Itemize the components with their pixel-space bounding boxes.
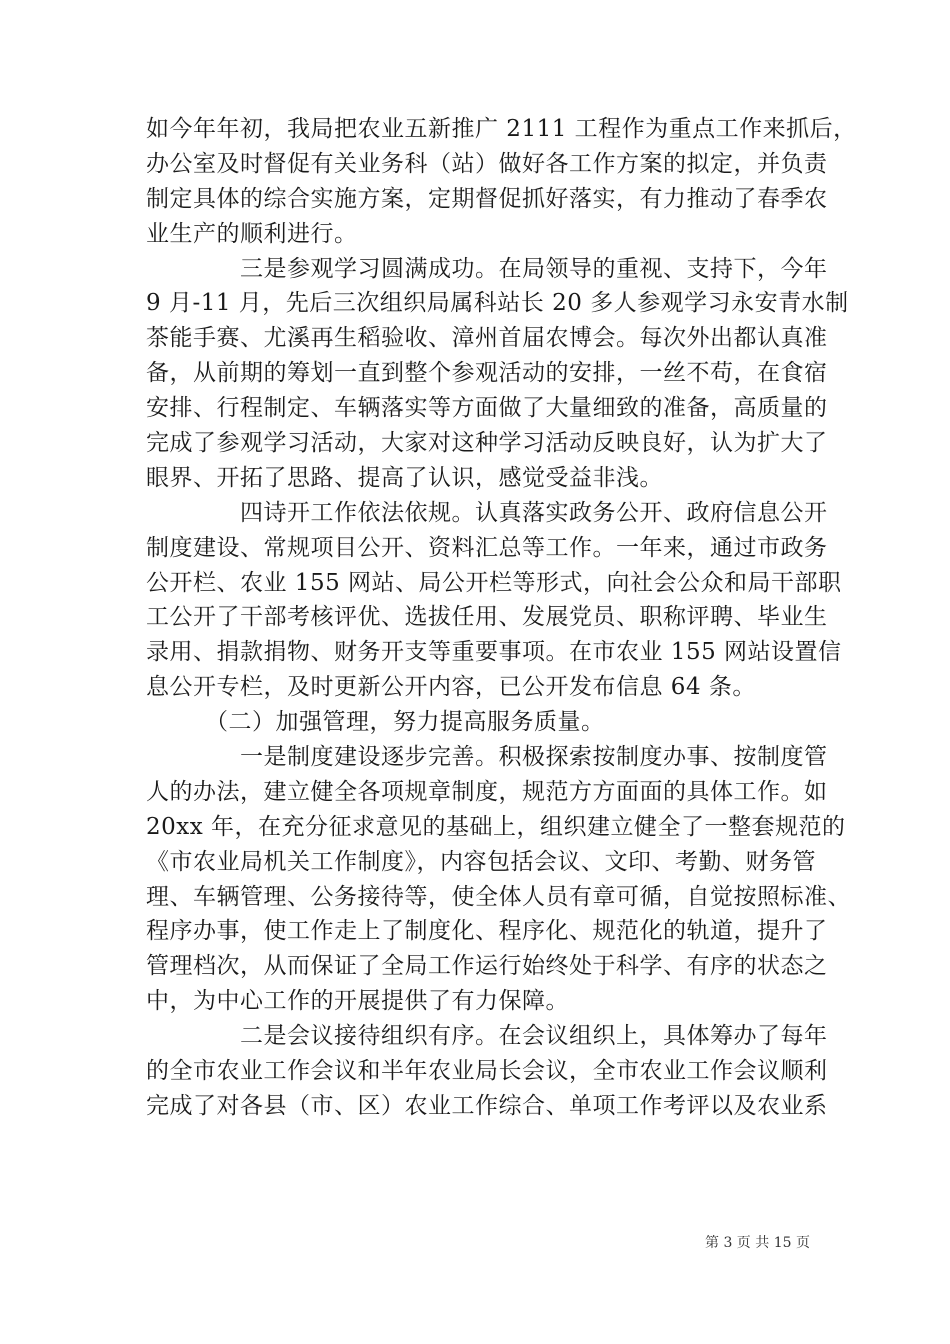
text-line: 四诗开工作依法依规。认真落实政务公开、政府信息公开 (146, 499, 828, 526)
text-line: 如今年年初，我局把农业五新推广 2111 工程作为重点工作来抓后， (146, 116, 857, 142)
text-line: 管理档次，从而保证了全局工作运行始终处于科学、有序的状态之 (146, 953, 828, 980)
page-number: 第 3 页 共 15 页 (705, 1235, 810, 1251)
text-line: 20xx 年，在充分征求意见的基础上，组织建立健全了一整套规范的 (146, 813, 846, 840)
text-line: 制定具体的综合实施方案，定期督促抓好落实，有力推动了春季农 (146, 185, 828, 212)
text-line: 的全市农业工作会议和半年农业局长会议，全市农业工作会议顺利 (146, 1058, 828, 1085)
text-line: 理、车辆管理、公务接待等，使全体人员有章可循，自觉按照标准、 (146, 883, 851, 910)
text-line: 中，为中心工作的开展提供了有力保障。 (146, 988, 569, 1015)
text-line: 眼界、开拓了思路、提高了认识，感觉受益非浅。 (146, 464, 663, 491)
text-line: 息公开专栏，及时更新公开内容，已公开发布信息 64 条。 (146, 674, 756, 701)
text-line: 三是参观学习圆满成功。在局领导的重视、支持下，今年 (146, 255, 828, 282)
text-line: 工公开了干部考核评优、选拔任用、发展党员、职称评聘、毕业生 (146, 604, 828, 631)
text-line: 制度建设、常规项目公开、资料汇总等工作。一年来，通过市政务 (146, 534, 828, 561)
text-line: 《市农业局机关工作制度》，内容包括会议、文印、考勤、财务管 (146, 848, 816, 875)
document-body (146, 112, 857, 1124)
text-line: 录用、捐款捐物、财务开支等重要事项。在市农业 155 网站设置信 (146, 639, 842, 666)
text-line: 安排、行程制定、车辆落实等方面做了大量细致的准备，高质量的 (146, 395, 828, 422)
text-line: 一是制度建设逐步完善。积极探索按制度办事、按制度管 (146, 744, 828, 771)
text-line: 茶能手赛、尤溪再生稻验收、漳州首届农博会。每次外出都认真准 (146, 325, 828, 352)
text-line: 完成了对各县（市、区）农业工作综合、单项工作考评以及农业系 (146, 1092, 828, 1119)
text-line: 二是会议接待组织有序。在会议组织上，具体筹办了每年 (146, 1023, 828, 1050)
page-footer (0, 1232, 950, 1252)
text-line: 公开栏、农业 155 网站、局公开栏等形式，向社会公众和局干部职 (146, 569, 842, 596)
text-line: 办公室及时督促有关业务科（站）做好各工作方案的拟定，并负责 (146, 150, 828, 177)
text-line: 业生产的顺利进行。 (146, 220, 358, 247)
text-line: 完成了参观学习活动，大家对这种学习活动反映良好，认为扩大了 (146, 430, 828, 457)
text-line: 程序办事，使工作走上了制度化、程序化、规范化的轨道，提升了 (146, 918, 828, 945)
text-line: 人的办法，建立健全各项规章制度，规范方方面面的具体工作。如 (146, 778, 828, 805)
text-line: 备，从前期的筹划一直到整个参观活动的安排，一丝不苟，在食宿 (146, 360, 828, 387)
section-heading: （二）加强管理，努力提高服务质量。 (146, 709, 605, 736)
text-line: 9 月-11 月，先后三次组织局属科站长 20 多人参观学习永安青水制 (146, 290, 849, 317)
